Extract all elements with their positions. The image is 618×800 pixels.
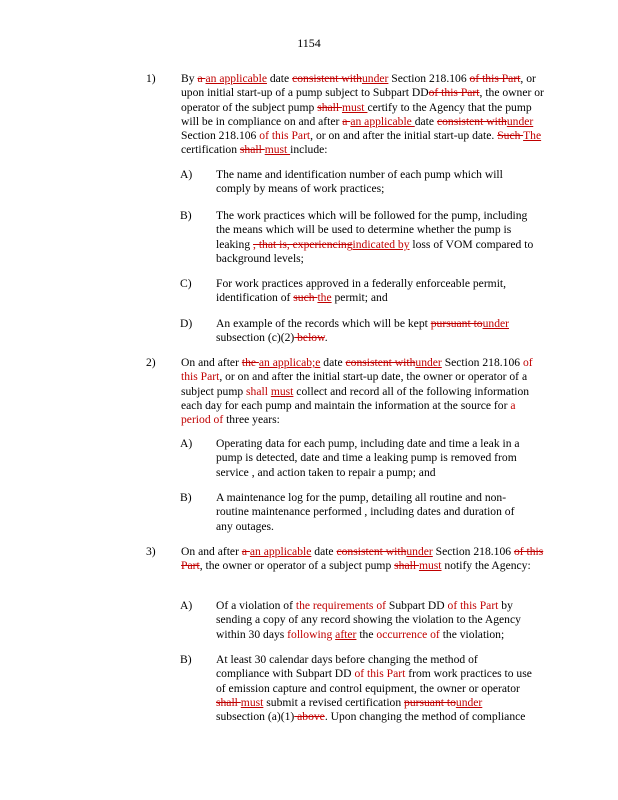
inserted-text: under bbox=[361, 72, 389, 85]
subitem-number: B) bbox=[180, 491, 192, 504]
text-run: loss of VOM compared to background levels; bbox=[216, 237, 534, 265]
subitem-number: C) bbox=[180, 277, 192, 290]
deleted-text: consistent with bbox=[345, 356, 416, 369]
deleted-text: Such bbox=[497, 129, 524, 143]
deleted-text: consistent with bbox=[436, 114, 507, 128]
text-run: Section 218.106 bbox=[181, 129, 260, 143]
deleted-text: of this Part bbox=[181, 545, 544, 573]
text-run: . Upon changing the method of compliance bbox=[324, 710, 526, 724]
revised-text: the requirements of bbox=[295, 599, 386, 612]
subitem-text bbox=[216, 491, 534, 534]
item-text bbox=[181, 545, 546, 574]
text-run: , or upon initial start-up of a pump subject to Subpart DD bbox=[181, 72, 536, 100]
text-run: by sending a copy of any record showing the violation to the Agency within 30 days bbox=[216, 599, 521, 641]
deleted-text: a bbox=[241, 545, 250, 558]
text-run: Of a violation of bbox=[216, 599, 296, 612]
text-run: By bbox=[181, 72, 198, 85]
inserted-text: must bbox=[270, 384, 294, 398]
deleted-text: consistent with bbox=[336, 545, 407, 558]
subitem-number: B) bbox=[180, 209, 192, 222]
subitem-text bbox=[216, 277, 534, 306]
text-run: date bbox=[320, 356, 346, 369]
subitem-text bbox=[216, 317, 534, 346]
inserted-text: The bbox=[523, 129, 542, 143]
inserted-text: indicated by bbox=[352, 237, 410, 251]
text-run: On and after bbox=[181, 545, 242, 558]
subitem-text bbox=[216, 599, 534, 642]
text-run: For work practices approved in a federally enforceable permit, identification of bbox=[216, 277, 507, 305]
text-run: permit; and bbox=[331, 291, 388, 305]
deleted-text: pursuant to bbox=[430, 317, 483, 330]
text-run: the bbox=[356, 627, 377, 641]
revised-text: of this Part bbox=[259, 129, 311, 143]
text-run: The name and identification number of each pump which will comply by means of work practices; bbox=[216, 168, 503, 196]
subitem-number: A) bbox=[180, 437, 193, 450]
deleted-text: shall bbox=[216, 695, 241, 709]
revised-text: shall bbox=[246, 384, 271, 398]
revised-text: of this Part bbox=[181, 356, 533, 384]
item-text bbox=[181, 356, 546, 427]
text-run: include: bbox=[290, 143, 328, 157]
deleted-text: a bbox=[197, 72, 206, 85]
text-run: Operating data for each pump, including date and time a leak in a pump is detected, date and time a leaking pump is removed from service , and action taken to repair a pump; and bbox=[216, 437, 520, 479]
deleted-text: shall bbox=[239, 143, 265, 157]
item-number: 2) bbox=[146, 356, 156, 369]
inserted-text: must bbox=[341, 100, 368, 114]
inserted-text: an applicab;e bbox=[258, 356, 321, 369]
text-run: from work practices to use of emission capture and control equipment, the owner or operator bbox=[216, 667, 532, 695]
text-run: submit a revised certification bbox=[263, 695, 405, 709]
subitem-number: B) bbox=[180, 653, 192, 666]
revised-text: a period of bbox=[181, 398, 516, 427]
text-run: date bbox=[311, 545, 337, 558]
inserted-text: under bbox=[415, 356, 442, 369]
text-run: . bbox=[324, 331, 328, 345]
revised-text: occurrence of bbox=[376, 627, 440, 641]
deleted-text: shall bbox=[394, 559, 419, 573]
deleted-text: of this Part bbox=[428, 86, 480, 100]
revised-text: of this Part bbox=[447, 599, 499, 612]
deleted-text: above bbox=[294, 710, 325, 724]
deleted-text: consistent with bbox=[292, 72, 362, 85]
revised-text: following bbox=[287, 627, 333, 641]
inserted-text: under bbox=[455, 695, 483, 709]
subitem-number: D) bbox=[180, 317, 193, 330]
text-run: On and after bbox=[181, 356, 242, 369]
text-run: three years: bbox=[223, 413, 280, 427]
text-run: the violation; bbox=[439, 627, 505, 641]
inserted-text: must bbox=[264, 143, 291, 157]
item-number: 3) bbox=[146, 545, 156, 558]
page-number: 1154 bbox=[297, 36, 321, 50]
text-run: An example of the records which will be kept bbox=[216, 317, 431, 330]
inserted-text: must bbox=[418, 559, 442, 573]
subitem-text bbox=[216, 168, 534, 197]
text-run: Section 218.106 bbox=[432, 545, 514, 558]
text-run: collect and record all of the following information each day for each pump and maintain the information at the source for bbox=[181, 384, 530, 412]
inserted-text: under bbox=[482, 317, 509, 330]
text-run: , or on and after the initial start-up date. bbox=[310, 129, 498, 143]
text-run: date bbox=[266, 72, 293, 85]
text-run: certify to the Agency that the pump will be in compliance on and after bbox=[181, 100, 532, 128]
text-run: date bbox=[414, 114, 437, 128]
text-run: subsection (c)(2) bbox=[216, 331, 295, 345]
text-run: , or on and after the initial start-up date, the owner or operator of a subject pump bbox=[181, 370, 528, 398]
deleted-text: shall bbox=[317, 100, 342, 114]
text-run: At least 30 calendar days before changing the method of compliance with Subpart DD bbox=[216, 653, 478, 681]
text-run: The work practices which will be followed for the pump, including the means which will be used to determine whether the pump is leaking bbox=[216, 209, 528, 251]
deleted-text: the bbox=[241, 356, 259, 369]
text-run: certification bbox=[181, 143, 240, 157]
subitem-text bbox=[216, 209, 534, 266]
inserted-text: after bbox=[335, 627, 357, 641]
subitem-number: A) bbox=[180, 599, 193, 612]
deleted-text: pursuant to bbox=[404, 695, 456, 709]
inserted-text: under bbox=[506, 114, 534, 128]
deleted-text: , that is, experiencing bbox=[253, 237, 353, 251]
revised-text: of this Part bbox=[354, 667, 406, 681]
text-run: Section 218.106 bbox=[388, 72, 470, 85]
text-run: Section 218.106 bbox=[441, 356, 523, 369]
subitem-text bbox=[216, 437, 534, 480]
text-run: notify the Agency: bbox=[441, 559, 531, 573]
item-number: 1) bbox=[146, 72, 156, 85]
text-run: , the owner or operator of the subject pump bbox=[181, 86, 544, 114]
inserted-text: under bbox=[406, 545, 433, 558]
deleted-text: of this Part bbox=[469, 72, 521, 85]
subitem-number: A) bbox=[180, 168, 193, 181]
deleted-text: such bbox=[293, 291, 318, 305]
subitem-text bbox=[216, 653, 534, 724]
item-text bbox=[181, 72, 546, 158]
inserted-text: an applicable bbox=[205, 72, 267, 85]
text-run: subsection (a)(1) bbox=[216, 710, 295, 724]
deleted-text: a bbox=[342, 114, 351, 128]
text-run: Subpart DD bbox=[386, 599, 448, 612]
inserted-text: the bbox=[317, 291, 332, 305]
text-run: , the owner or operator of a subject pump bbox=[199, 559, 395, 573]
deleted-text: below bbox=[294, 331, 325, 345]
text-run: A maintenance log for the pump, detailing all routine and non-routine maintenance performed , including dates and duration of any outages. bbox=[216, 491, 515, 533]
inserted-text: an applicable bbox=[350, 114, 415, 128]
inserted-text: an applicable bbox=[249, 545, 312, 558]
inserted-text: must bbox=[240, 695, 264, 709]
